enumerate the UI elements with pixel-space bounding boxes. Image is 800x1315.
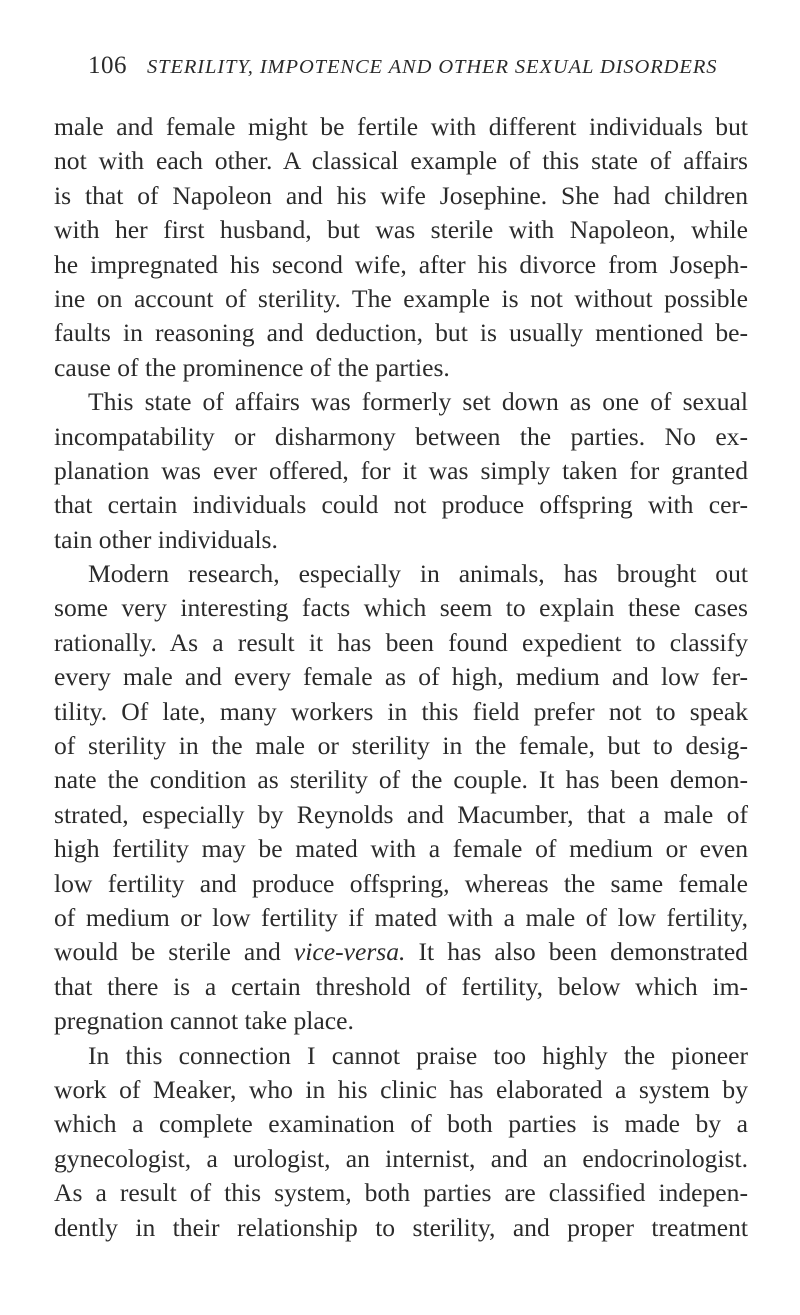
text-run: It has also been demonstrated xyxy=(405,937,748,967)
text-line: not with each other. A classical example of this state of affairs xyxy=(54,146,748,176)
paragraph-2 xyxy=(54,385,748,557)
text-line: is that of Napoleon and his wife Josephine. She had children xyxy=(54,180,748,210)
text-line: tility. Of late, many workers in this field prefer not to speak xyxy=(54,696,748,726)
text-line: As a result of this system, both parties are classified indepen- xyxy=(54,1178,748,1208)
running-head xyxy=(88,52,748,88)
text-line: work of Meaker, who in his clinic has elaborated a system by xyxy=(54,1074,748,1104)
text-line: cause of the prominence of the parties. xyxy=(54,352,450,382)
text-line: rationally. As a result it has been found expedient to classify xyxy=(54,627,748,657)
text-line: with her first husband, but was sterile with Napoleon, while xyxy=(54,215,748,245)
text-line: that there is a certain threshold of fertility, below which im- xyxy=(54,971,748,1001)
text-line: high fertility may be mated with a female of medium or even xyxy=(54,834,748,864)
text-line: which a complete examination of both parties is made by a xyxy=(54,1109,748,1139)
page-number: 106 xyxy=(88,52,127,79)
text-line-with-italic xyxy=(54,935,748,969)
running-head-title: STERILITY, IMPOTENCE AND OTHER SEXUAL DISORDERS xyxy=(147,56,718,78)
paragraph-4 xyxy=(54,1039,748,1245)
text-line: that certain individuals could not produce offspring with cer- xyxy=(54,490,748,520)
text-line: planation was ever offered, for it was simply taken for granted xyxy=(54,455,748,485)
text-line: of sterility in the male or sterility in the female, but to desig- xyxy=(54,731,748,761)
text-line: In this connection I cannot praise too highly the pioneer xyxy=(88,1040,748,1070)
text-line: nate the condition as sterility of the couple. It has been demon- xyxy=(54,765,748,795)
text-line: some very interesting facts which seem to explain these cases xyxy=(54,593,748,623)
paragraph-1 xyxy=(54,110,748,385)
text-line: This state of affairs was formerly set down as one of sexual xyxy=(88,387,748,417)
text-line: he impregnated his second wife, after his divorce from Joseph- xyxy=(54,249,748,279)
text-line: every male and every female as of high, medium and low fer- xyxy=(54,662,748,692)
text-line: strated, especially by Reynolds and Macumber, that a male of xyxy=(54,799,748,829)
text-line: dently in their relationship to sterility, and proper treatment xyxy=(54,1212,748,1242)
text-line: of medium or low fertility if mated with a male of low fertility, xyxy=(54,902,748,932)
italic-term: vice-versa. xyxy=(293,937,406,967)
text-line: male and female might be fertile with different individuals but xyxy=(54,112,748,141)
text-line: faults in reasoning and deduction, but is usually mentioned be- xyxy=(54,318,748,348)
text-line: pregnation cannot take place. xyxy=(54,1006,354,1036)
text-line: low fertility and produce offspring, whereas the same female xyxy=(54,868,748,898)
text-line: tain other individuals. xyxy=(54,524,278,554)
text-line: incompatability or disharmony between the parties. No ex- xyxy=(54,421,748,451)
text-line: Modern research, especially in animals, has brought out xyxy=(88,559,748,589)
text-line: ine on account of sterility. The example is not without possible xyxy=(54,283,748,313)
paragraph-3 xyxy=(54,557,748,1038)
body-text xyxy=(54,110,748,1245)
text-line: gynecologist, a urologist, an internist, and an endocrinologist. xyxy=(54,1143,748,1173)
text-run: would be sterile and xyxy=(54,937,294,967)
